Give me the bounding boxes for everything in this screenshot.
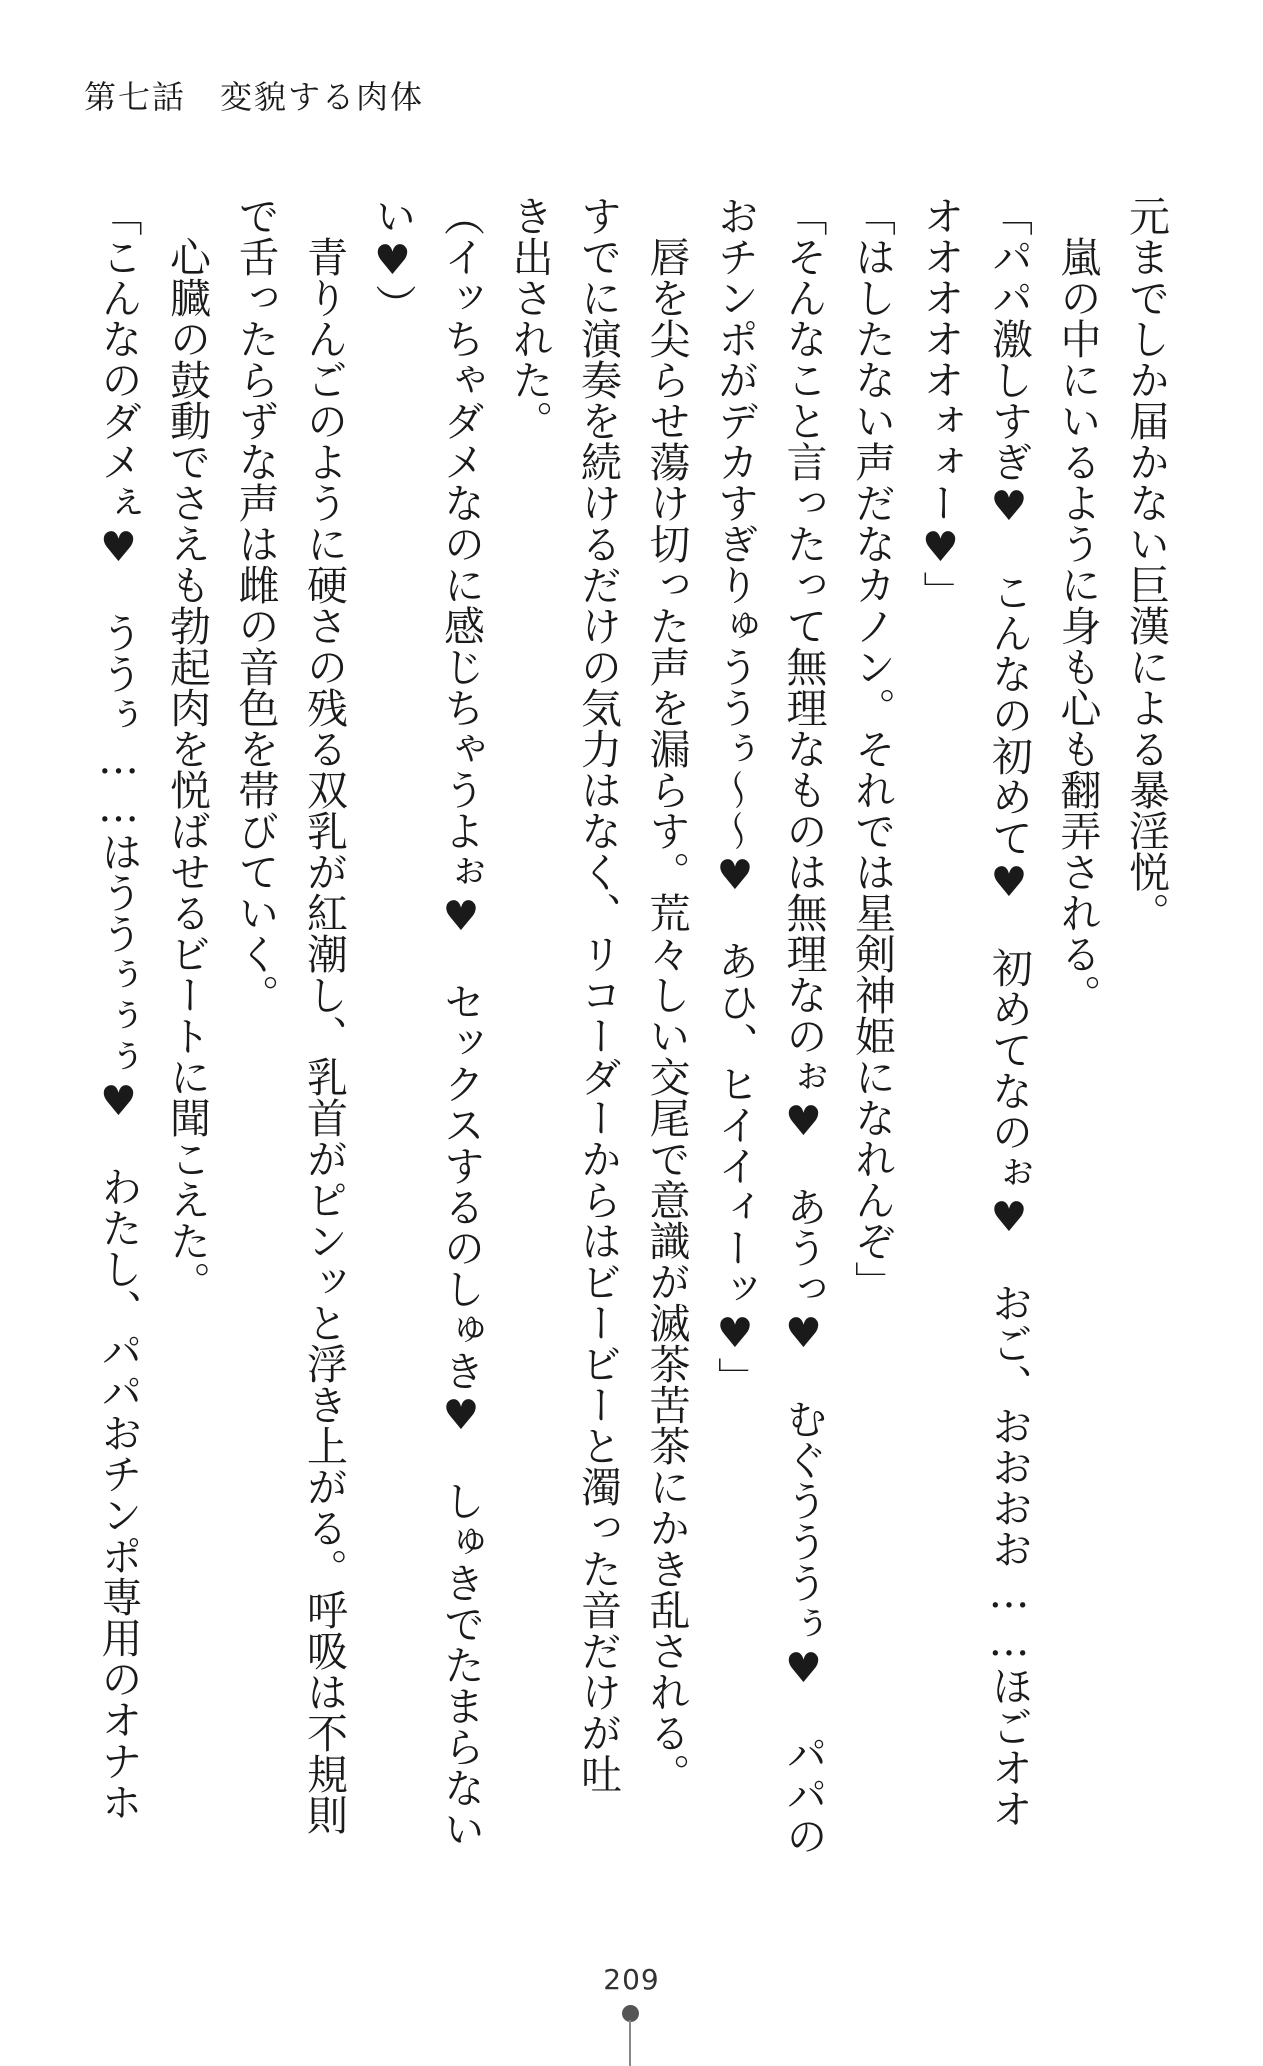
text-line: 「そんなこと言ったって無理なものは無理なのぉ♥ あうっ♥ むぐうううぅ♥ パパの: [779, 195, 828, 1856]
text-line: い♥）: [368, 195, 417, 325]
chapter-running-header: 第七話 変貌する肉体: [84, 78, 425, 116]
page-number: 209: [603, 1963, 660, 1996]
text-line: 「パパ激しすぎ♥ こんなの初めて♥ 初めてなのぉ♥ おご、おおおお……ほごオオ: [985, 195, 1033, 1829]
text-line: おチンポがデカすぎりゅううぅ〜〜♥ あひ、ヒイイィーッ♥」: [711, 195, 759, 1398]
text-line: 唇を尖らせ蕩け切った声を漏らす。荒々しい交尾で意識が滅茶苦茶にかき乱される。: [642, 195, 691, 1794]
text-line: で舌ったらずな声は雌の音色を帯びていく。: [231, 195, 280, 1015]
text-line: 青りんごのように硬さの残る双乳が紅潮し、乳首がピンッと浮き上がる。呼吸は不規則: [300, 195, 348, 1835]
vertical-text-body: [80, 195, 1180, 1895]
page-marker-line: [629, 2020, 631, 2066]
text-line: 心臓の鼓動でさえも勃起肉を悦ばせるビートに聞こえた。: [163, 195, 211, 1302]
text-line: き出された。: [505, 195, 554, 441]
text-line: オオオオオォォー♥」: [916, 195, 965, 612]
text-line: 元までしか届かない巨漢による暴淫悦。: [1122, 195, 1170, 933]
text-line: 「こんなのダメぇ♥ ううぅ……はううぅぅぅ♥ わたし、パパおチンポ専用のオナホ: [94, 195, 143, 1822]
text-line: （イッちゃダメなのに感じちゃうよぉ♥ セックスするのしゅき♥ しゅきでたまらない: [437, 195, 485, 1849]
text-line: 嵐の中にいるように身も心も翻弄される。: [1053, 195, 1102, 1015]
text-line: 「はしたない声だなカノン。それでは星剣神姫になれんぞ」: [848, 195, 896, 1302]
text-line: すでに演奏を続けるだけの気力はなく、リコーダーからはビービーと濁った音だけが吐: [574, 195, 622, 1794]
